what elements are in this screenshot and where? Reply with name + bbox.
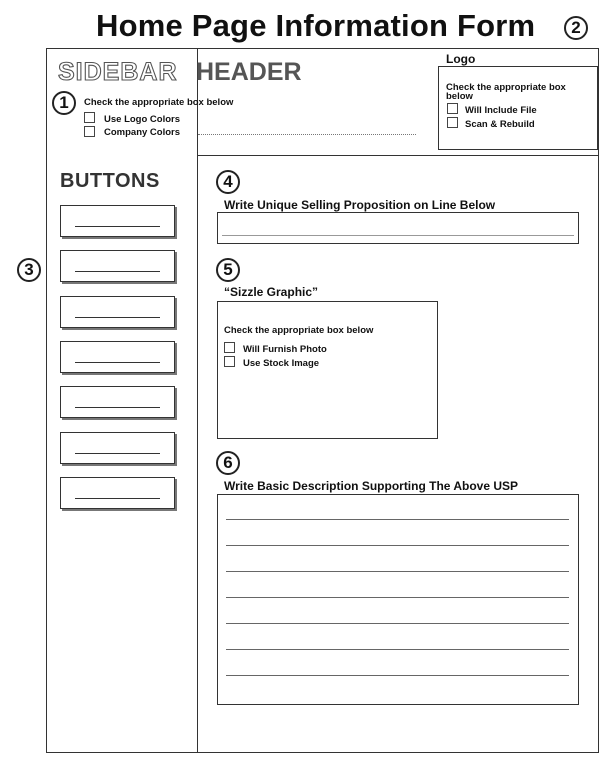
will-include-file-label: Will Include File — [465, 105, 537, 116]
nav-button-2[interactable] — [60, 250, 175, 282]
step-number-4: 4 — [216, 170, 240, 194]
buttons-title: BUTTONS — [60, 170, 160, 192]
step-number-6: 6 — [216, 451, 240, 475]
sizzle-instruction: Check the appropriate box below — [224, 325, 374, 336]
nav-button-7[interactable] — [60, 477, 175, 509]
will-furnish-photo-checkbox[interactable] — [224, 342, 235, 353]
sizzle-graphic-box — [217, 301, 438, 439]
page-title: Home Page Information Form — [96, 8, 536, 43]
nav-button-6[interactable] — [60, 432, 175, 464]
will-include-file-checkbox[interactable] — [447, 103, 458, 114]
description-line[interactable] — [226, 571, 569, 572]
description-line[interactable] — [226, 649, 569, 650]
usp-heading: Write Unique Selling Proposition on Line Below — [224, 198, 496, 212]
step-number-3: 3 — [17, 258, 41, 282]
use-logo-colors-label: Use Logo Colors — [104, 114, 181, 125]
logo-instruction-cont: below — [446, 91, 473, 102]
company-colors-line[interactable] — [198, 134, 416, 135]
description-line[interactable] — [226, 597, 569, 598]
company-colors-label: Company Colors — [104, 127, 181, 138]
nav-button-4[interactable] — [60, 341, 175, 373]
description-heading: Write Basic Description Supporting The Above USP — [224, 479, 519, 493]
description-line[interactable] — [226, 545, 569, 546]
scan-rebuild-label: Scan & Rebuild — [465, 119, 535, 130]
use-stock-image-checkbox[interactable] — [224, 356, 235, 367]
nav-button-3[interactable] — [60, 296, 175, 328]
description-line[interactable] — [226, 675, 569, 676]
sizzle-heading: “Sizzle Graphic” — [224, 285, 319, 299]
logo-title: Logo — [446, 52, 476, 66]
header-label: HEADER — [196, 58, 302, 86]
will-furnish-photo-label: Will Furnish Photo — [243, 344, 327, 355]
sidebar-label: SIDEBAR — [58, 58, 178, 86]
header-instruction: Check the appropriate box below — [84, 97, 234, 108]
scan-rebuild-checkbox[interactable] — [447, 117, 458, 128]
description-line[interactable] — [226, 623, 569, 624]
logo-instruction: Check the appropriate box — [446, 82, 566, 93]
description-box[interactable] — [217, 494, 579, 705]
step-number-1: 1 — [52, 91, 76, 115]
company-colors-checkbox[interactable] — [84, 126, 95, 137]
nav-button-1[interactable] — [60, 205, 175, 237]
usp-input-box[interactable] — [217, 212, 579, 244]
step-number-2: 2 — [564, 16, 588, 40]
use-logo-colors-checkbox[interactable] — [84, 112, 95, 123]
use-stock-image-label: Use Stock Image — [243, 358, 320, 369]
nav-button-5[interactable] — [60, 386, 175, 418]
description-line[interactable] — [226, 519, 569, 520]
step-number-5: 5 — [216, 258, 240, 282]
